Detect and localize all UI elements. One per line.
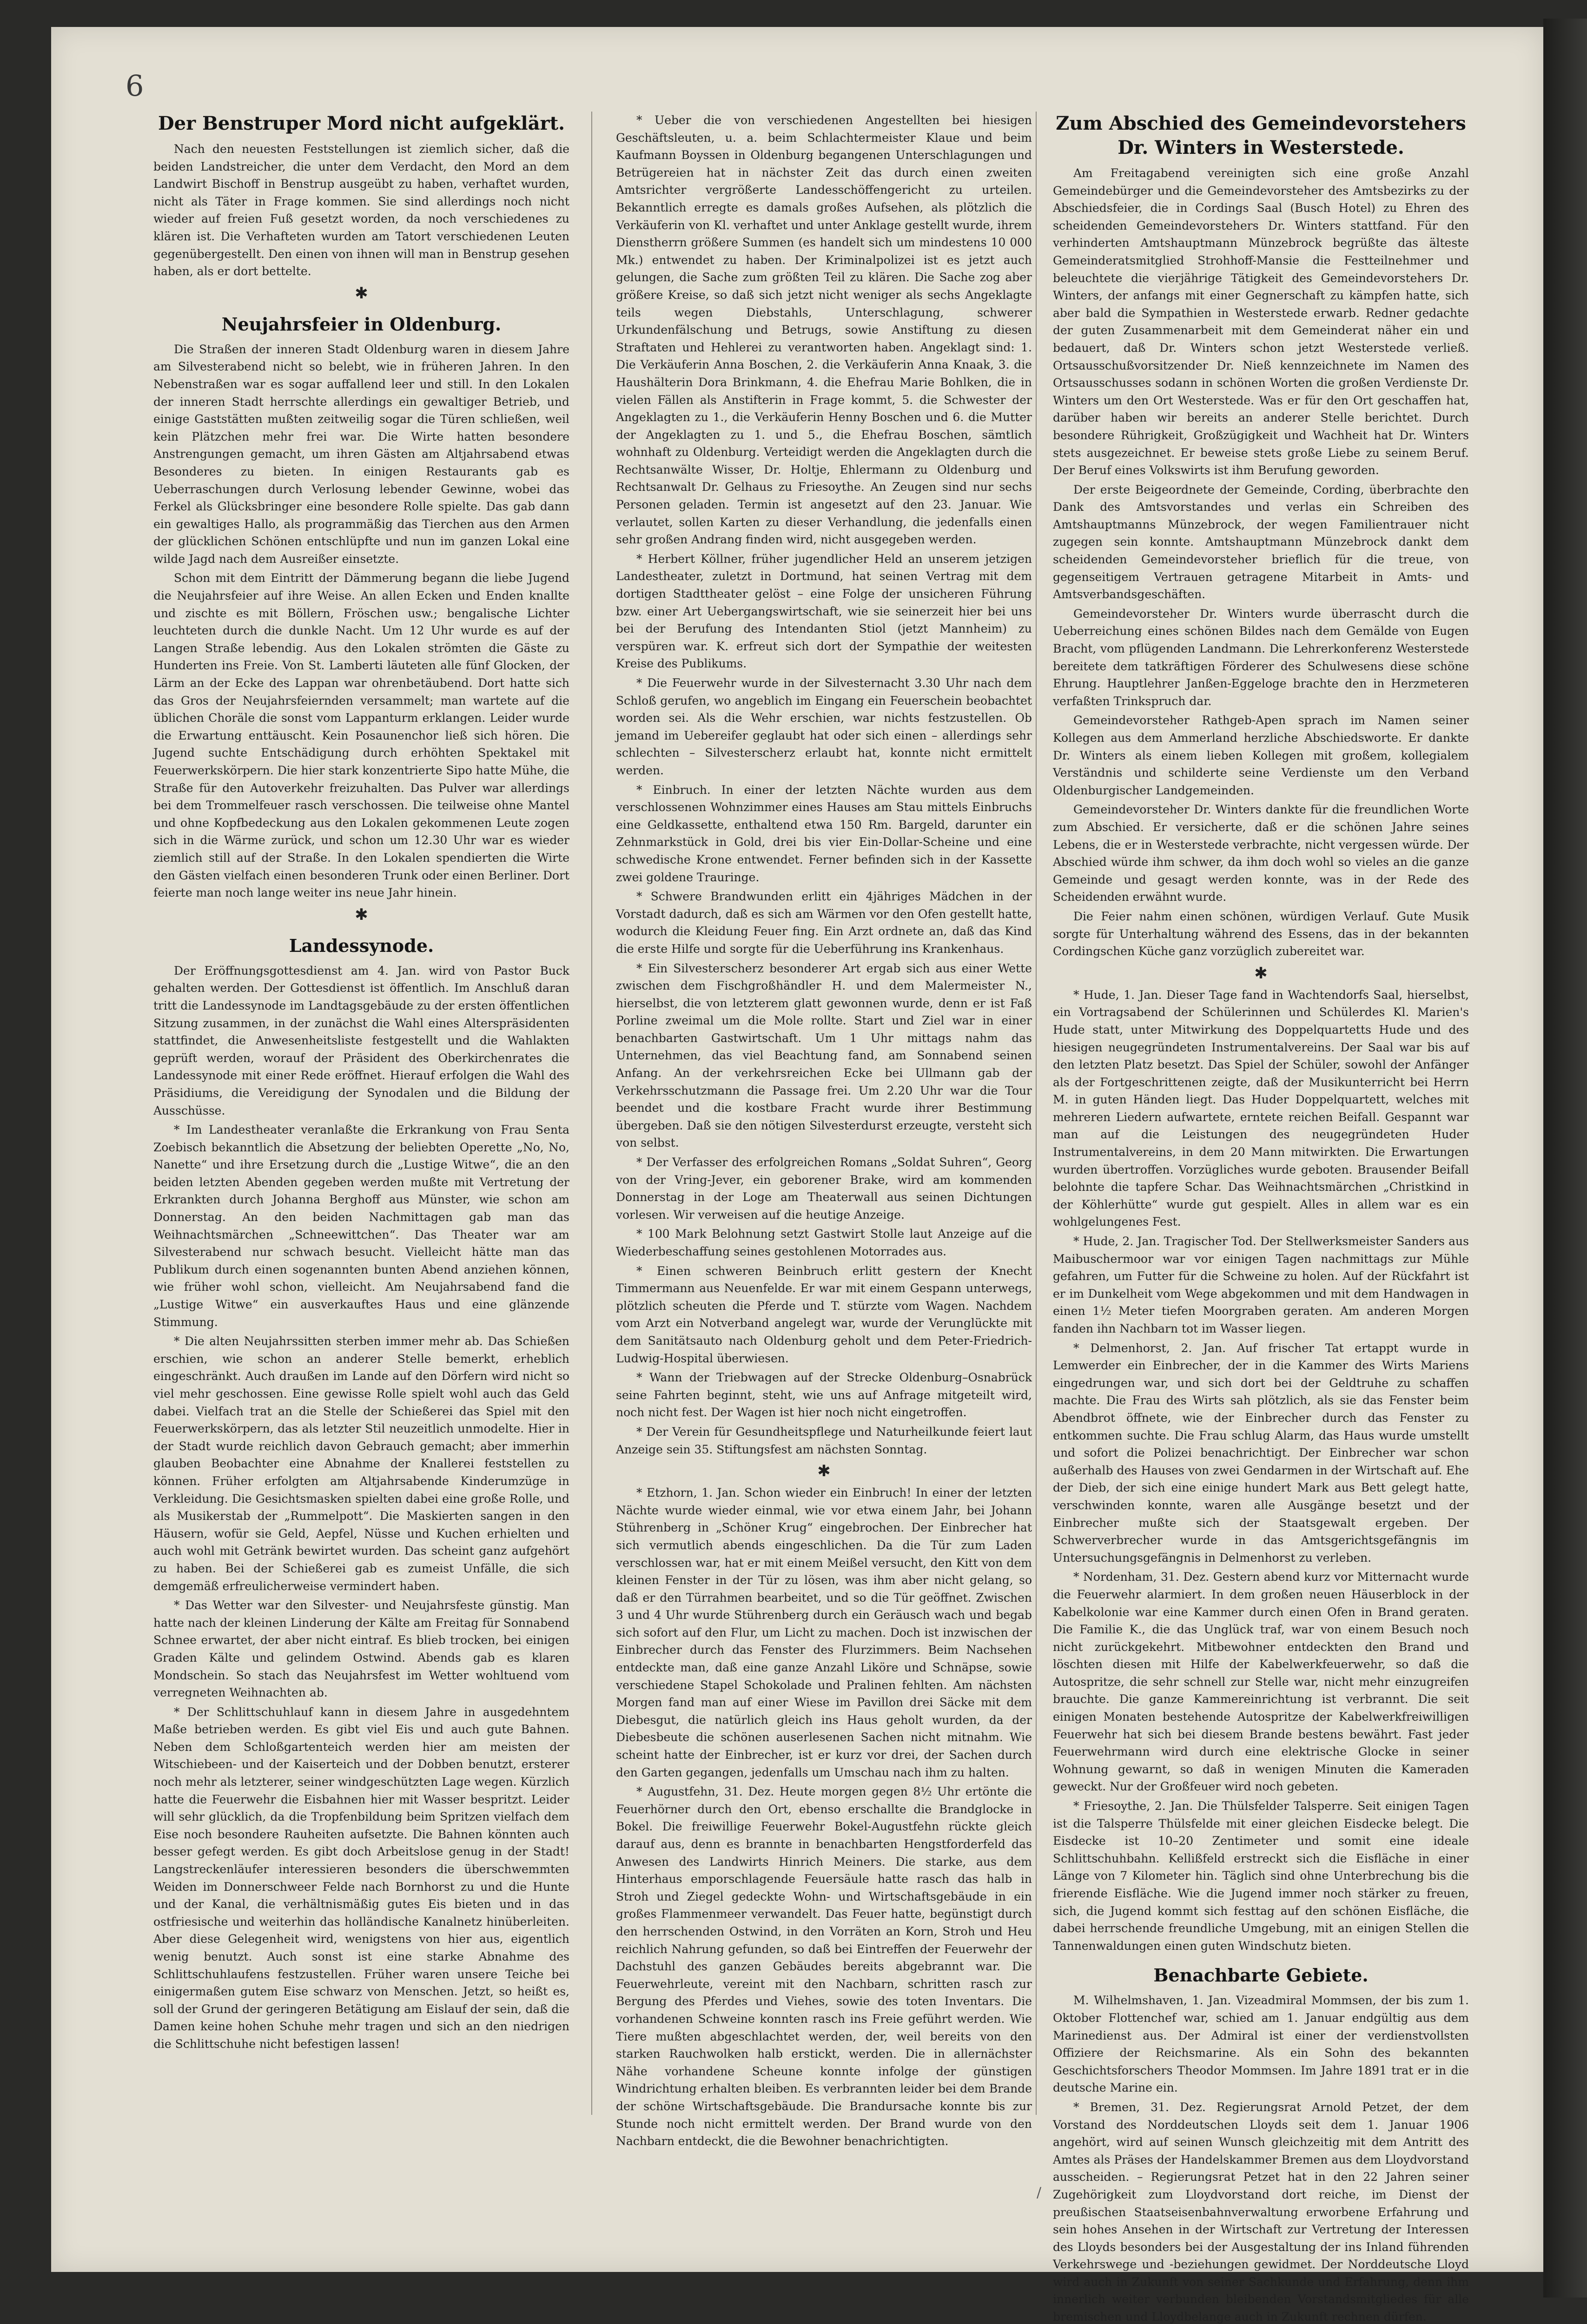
article-paragraph: Die Straßen der inneren Stadt Oldenburg waren in diesem Jahre am Silvesterabend nicht so belebt, wie in früheren Jahren. In den Nebenstraßen war es sogar auffallend leer und still. In den Lokalen der inneren Stadt herrschte allerdings ein gewaltiger Betrieb, und einige Gaststätten mußten zeitweilig sogar die Türen schließen, weil kein Plätzchen mehr frei war. Die Wirte hatten besondere Anstrengungen gemacht, um ihren Gästen am Altjahrsabend etwas Besonderes zu bieten. In einigen Restaurants gab es Ueberraschungen durch Verlosung lebender Gewinne, wobei das Ferkel als Glücksbringer eine besondere Rolle spielte. Das gab dann ein gewaltiges Hallo, als programmäßig das Tierchen aus den Armen der glücklichen Schönen entschlüpfte und nun im ganzen Lokal eine wilde Jagd nach dem Ausreißer einsetzte. — [153, 342, 569, 566]
article-paragraph: * Ein Silvesterscherz besonderer Art ergab sich aus einer Wette zwischen dem Fischgroßhändler H. und dem Malermeister N., hierselbst, die von letzterem glatt gewonnen wurde, denn er ist Faß Porline zweimal um die Mole rollte. Start und Ziel war in einer benachbarten Gastwirtschaft. Um 1 Uhr mittags nahm das Unternehmen, das viel Beachtung fand, am Sonnabend seinen Anfang. An der verkehrsreichen Ecke bei Ullmann gab der Verkehrsschutzmann die Passage frei. Um 2.20 Uhr war die Tour beendet und die kostbare Fracht wurde ihrer Bestimmung übergeben. Daß sie den nötigen Silvesterdurst erzeugte, versteht sich von selbst. — [616, 961, 1032, 1150]
article-paragraph: * Hude, 2. Jan. Tragischer Tod. Der Stellwerksmeister Sanders aus Maibuschermoor war vor einigen Tagen nachmittags zur Mühle gefahren, um Futter für die Schweine zu holen. Auf der Rückfahrt ist er im Dunkelheit vom Wege abgekommen und mit dem Handwagen in einen 1½ Meter tiefen Moorgraben geraten. Am anderen Morgen fanden ihn Nachbarn tot im Wasser liegen. — [1053, 1235, 1469, 1335]
article-paragraph: * 100 Mark Belohnung setzt Gastwirt Stolle laut Anzeige auf die Wiederbeschaffung seines gestohlenen Motorrades aus. — [616, 1227, 1032, 1258]
column-2 — [616, 112, 1032, 2148]
article-paragraph: * Friesoythe, 2. Jan. Die Thülsfelder Talsperre. Seit einigen Tagen ist die Talsperre Thülsfelde mit einer gleichen Eisdecke belegt. Die Eisdecke ist 10–20 Zentimeter und somit eine ideale Schlittschuhbahn. Kellißfeld erstreckt sich die Eisfläche in einer Länge von 7 Kilometer hin. Täglich sind ohne Unterbrechung bis die frierende Eisfläche. Wie die Jugend immer noch stärker zu freuen, sich, die Jugend kommt sich festtag auf den schönen Eisfläche, die dabei herrschende freundliche Umgebung, mit an einigen Stellen die Tannenwaldungen einen guten Windschutz bieten. — [1053, 1799, 1469, 1953]
page-number: 6 — [126, 69, 144, 103]
article-paragraph: Der erste Beigeordnete der Gemeinde, Cording, überbrachte den Dank des Amtsvorstandes und verlas ein Schreiben des Amtshauptmanns Münzebrock, der wegen Familientrauer nicht zugegen sein konnte. Amtshauptmann Münzebrock dankt dem scheidenden Gemeindevorsteher brieflich für die treue, von gegenseitigem Vertrauen getragene Mitarbeit in Amts- und Amtsverbandsgeschäften. — [1053, 482, 1469, 601]
article-paragraph: Die Feier nahm einen schönen, würdigen Verlauf. Gute Musik sorgte für Unterhaltung während des Essens, das in der bekannten Cordingschen Küche ganz vorzüglich zubereitet war. — [1053, 909, 1469, 958]
article-paragraph: * Hude, 1. Jan. Dieser Tage fand in Wachtendorfs Saal, hierselbst, ein Vortragsabend der Schülerinnen und Schülerdes Kl. Marien's Hude statt, unter Mitwirkung des Doppelquartetts Hude und des hiesigen neugegründeten Instrumentalvereins. Der Saal war bis auf den letzten Platz besetzt. Das Spiel der Schüler, sowohl der Anfänger als der Fortgeschrittenen zeigte, daß der Musikunterricht bei Herrn M. in guten Händen liegt. Das Huder Doppelquartett, welches mit mehreren Liedern aufwartete, erntete reichen Beifall. Gespannt war man auf die Leistungen des neugegründeten Huder Instrumentalvereins, in dem 20 Mann mitwirkten. Die Erwartungen wurden übertroffen. Vorzügliches wurde geboten. Brausender Beifall belohnte die tapfere Schar. Das Weihnachtsmärchen „Christkind in der Köhlerhütte“ wurde gut gespielt. Alles in allem war es ein wohlgelungenes Fest. — [1053, 988, 1469, 1229]
article-paragraph: * Ueber die von verschiedenen Angestellten bei hiesigen Geschäftsleuten, u. a. beim Schlachtermeister Klaue und beim Kaufmann Boyssen in Oldenburg begangenen Unterschlagungen und Betrügereien hat in nächster Zeit das durch einen zweiten Amtsrichter vergrößerte Landesschöffengericht zu urteilen. Bekanntlich erregte es damals großes Aufsehen, als plötzlich die Verkäuferin von Kl. verhaftet und unter Anklage gestellt wurde, ihrem Dienstherrn größere Summen (es handelt sich um mindestens 10 000 Mk.) entwendet zu haben. Der Kriminalpolizei ist es jetzt auch gelungen, die Sache zum größten Teil zu klären. Die Sache zog aber größere Kreise, so daß sich jetzt nicht weniger als sechs Angeklagte teils wegen Diebstahls, Unterschlagung, schwerer Urkundenfälschung und Betrugs, sowie Anstiftung zu diesen Straftaten und Hehlerei zu verantworten haben. Angeklagt sind: 1. Die Verkäuferin Anna Boschen, 2. die Verkäuferin Anna Knaak, 3. die Haushälterin Dora Brinkmann, 4. die Ehefrau Marie Bohlken, die in vielen Fällen als Anstifterin in Frage kommt, 5. die Schwester der Angeklagten zu 1., die Verkäuferin Henny Boschen und 6. die Mutter der Angeklagten zu 1. und 5., die Ehefrau Boschen, sämtlich wohnhaft zu Oldenburg. Verteidigt werden die Angeklagten durch die Rechtsanwälte Wisser, Dr. Holtje, Ehlermann zu Oldenburg und Rechtsanwalt Dr. Gelhaus zu Friesoythe. An Zeugen sind nur sechs Personen geladen. Termin ist angesetzt auf den 23. Januar. Wie verlautet, sollen Karten zu dieser Verhandlung, die jedenfalls einen sehr großen Andrang finden wird, nicht ausgegeben werden. — [616, 113, 1032, 547]
article-paragraph: * Delmenhorst, 2. Jan. Auf frischer Tat ertappt wurde in Lemwerder ein Einbrecher, der in die Kammer des Wirts Mariens eingedrungen war, und sich dort bei der Geldtruhe zu schaffen machte. Die Frau des Wirts sah plötzlich, als sie das Fenster beim Abendbrot öffnete, wie der Einbrecher durch das Fenster zu entkommen suchte. Die Frau schlug Alarm, das Haus wurde umstellt und sofort die Polizei benachrichtigt. Der Einbrecher war schon außerhalb des Hauses von zwei Gendarmen in der Wirtschaft auf. Ehe der Dieb, der sich eine einige hundert Mark aus Bett gelegt hatte, verschwinden konnte, waren alle Ausgänge besetzt und der Einbrecher mußte sich der Staatsgewalt ergeben. Der Schwerverbrecher wurde in das Amtsgerichtsgefängnis im Untersuchungsgefängnis in Delmenhorst zu verleben. — [1053, 1341, 1469, 1565]
article-paragraph: * Etzhorn, 1. Jan. Schon wieder ein Einbruch! In einer der letzten Nächte wurde wieder einmal, wie vor etwa einem Jahr, bei Johann Stührenberg in „Schöner Krug“ eingebrochen. Der Einbrecher hat sich vermutlich abends eingeschlichen. Da die Tür zum Laden verschlossen war, hat er mit einem Meißel versucht, den Kitt von dem kleinen Fenster in der Tür zu lösen, was ihm aber nicht gelang, so daß er den Türrahmen bearbeitet, und so die Tür geöffnet. Zwischen 3 und 4 Uhr wurde Stührenberg durch ein Geräusch wach und begab sich sofort auf den Flur, um Licht zu machen. Doch ist inzwischen der Einbrecher durch das Fenster des Flurzimmers. Beim Nachsehen entdeckte man, daß eine ganze Anzahl Liköre und Schnäpse, sowie verschiedene Stapel Schokolade und Pralinen fehlten. Am nächsten Morgen fand man auf einer Wiese im Pavillon drei Säcke mit dem Diebesgut, die natürlich gleich ins Haus geholt wurden, da der Diebesbeute die schönen auserlesenen Sachen nicht mitnahm. Wie scheint hatte der Einbrecher, ist er kurz vor drei, der Sachen durch den Garten gegangen, jedenfalls um Umschau nach ihm zu halten. — [616, 1486, 1032, 1779]
article-paragraph: * Der Schlittschuhlauf kann in diesem Jahre in ausgedehntem Maße betrieben werden. Es gibt viel Eis und auch gute Bahnen. Neben dem Schloßgartenteich werden hier am meisten der Witschiebeen- und der Kaiserteich und der Dobben benutzt, ersterer noch mehr als letzterer, seiner windgeschützten Lage wegen. Kürzlich hatte die Feuerwehr die Eisbahnen hier mit Wasser bespritzt. Leider will sehr glücklich, da die Tropfenbildung beim Spritzen vielfach dem Eise noch besondere Rauheiten aufsetzte. Die Bahnen könnten auch besser gefegt werden. Es gibt doch Arbeitslose genug in der Stadt! Langstreckenläufer interessieren besonders die überschwemmten Weiden im Donnerschweer Felde nach Bornhorst zu und die Hunte und der Kanal, die verhältnismäßig gutes Eis bieten und in das ostfriesische und weiterhin das holländische Kanalnetz hinüberleiten. Aber diese Gelegenheit wird, wenigstens von hier aus, eigentlich wenig benutzt. Auch sonst ist eine starke Abnahme des Schlittschuhlaufens festzustellen. Früher waren unsere Teiche bei einigermaßen gutem Eise schwarz von Menschen. Jetzt, so heißt es, soll der Grund der geringeren Betätigung am Eislauf der sein, daß die Damen keine hohen Schuhe mehr tragen und sich an den niedrigen die Schlittschuhe nicht befestigen lassen! — [153, 1705, 569, 2051]
article-paragraph: * Der Verein für Gesundheitspflege und Naturheilkunde feiert laut Anzeige sein 35. Stiftungsfest am nächsten Sonntag. — [616, 1425, 1032, 1456]
article-paragraph: Am Freitagabend vereinigten sich eine große Anzahl Gemeindebürger und die Gemeindevorsteher des Amtsbezirks zu der Abschiedsfeier, die in Cordings Saal (Busch Hotel) zu Ehren des scheidenden Gemeindevorstehers Dr. Winters stattfand. Für den verhinderten Amtshauptmann Münzebrock begrüßte das älteste Gemeinderatsmitglied Strohhoff-Mansie die Festteilnehmer und beleuchtete die vierjährige Tätigkeit des Gemeindevorstehers Dr. Winters, der anfangs mit einer Gegnerschaft zu kämpfen hatte, sich aber bald die Sympathien in Westerstede erwarb. Redner gedachte der guten Zusammenarbeit mit dem Gemeinderat näher ein und bedauert, daß Dr. Winters schon jetzt Westerstede verließ. Ortsausschußvorsitzender Dr. Nieß kennzeichnete im Namen des Ortsausschusses sodann in schönen Worten die großen Verdienste Dr. Winters um den Ort Westerstede. Was er für den Ort geschaffen hat, darüber haben wir bereits an anderer Stelle berichtet. Durch besondere Rührigkeit, Großzügigkeit und Wachheit hat Dr. Winters stets ausgezeichnet. Er beweise stets große Liebe zu seinem Beruf. Der Beruf eines Volkswirts ist ihm Berufung geworden. — [1053, 166, 1469, 477]
article-paragraph: Gemeindevorsteher Rathgeb-Apen sprach im Namen seiner Kollegen aus dem Ammerland herzliche Abschiedsworte. Er dankte Dr. Winters als einem lieben Kollegen mit großem, kollegialem Verständnis und schilderte seine Verdienste um den Verband Oldenburgischer Landgemeinden. — [1053, 713, 1469, 797]
article-headline: Landessynode. — [289, 935, 434, 956]
article-paragraph: * Einen schweren Beinbruch erlitt gestern der Knecht Timmermann aus Neuenfelde. Er war mit einem Gespann unterwegs, plötzlich scheuten die Pferde und T. stürzte vom Wagen. Nachdem vom Arzt ein Notverband angelegt war, wurde der Verunglückte mit dem Sanitätsauto nach Oldenburg geholt und dem Peter-Friedrich-Ludwig-Hospital überwiesen. — [616, 1264, 1032, 1365]
article-headline: Neujahrsfeier in Oldenburg. — [221, 313, 502, 335]
column-1 — [153, 112, 569, 2138]
column-3 — [1053, 112, 1469, 2324]
column-rule — [591, 112, 592, 2115]
separator-star: ✱ — [355, 905, 368, 924]
article-paragraph: * Das Wetter war den Silvester- und Neujahrsfeste günstig. Man hatte nach der kleinen Linderung der Kälte am Freitag für Sonnabend Schnee erwartet, der aber nicht eintraf. Es blieb trocken, bei einigen Graden Kälte und gelindem Ostwind. Abends gab es klaren Mondschein. So stach das Neujahrsfest im Wetter wohltuend vom verregneten Weihnachten ab. — [153, 1598, 569, 1700]
article-paragraph: M. Wilhelmshaven, 1. Jan. Vizeadmiral Mommsen, der bis zum 1. Oktober Flottenchef war, schied am 1. Januar endgültig aus dem Marinedienst aus. Der Admiral ist einer der verdienstvollsten Offiziere der Reichsmarine. Als ein Sohn des bekannten Geschichtsforschers Theodor Mommsen. Im Jahre 1891 trat er in die deutsche Marine ein. — [1053, 1994, 1469, 2095]
column-rule — [1036, 112, 1037, 2115]
page-edge-shadow — [1543, 19, 1587, 2298]
separator-star: ✱ — [817, 1462, 831, 1481]
article-paragraph: * Die Feuerwehr wurde in der Silvesternacht 3.30 Uhr nach dem Schloß gerufen, wo angeblich im Eingang ein Feuerschein beobachtet worden sei. Als die Wehr erschien, war nichts festzustellen. Ob jemand im Uebereifer geglaubt hat oder sich einen – allerdings sehr schlechten – Silvesterscherz erlaubt hat, konnte nicht ermittelt werden. — [616, 676, 1032, 777]
article-paragraph: Gemeindevorsteher Dr. Winters dankte für die freundlichen Worte zum Abschied. Er versicherte, daß er die schönen Jahre seines Lebens, die er in Westerstede verbrachte, nicht vergessen würde. Der Abschied würde ihm schwer, da ihm doch wohl so vieles an die ganze Gemeinde und gesagt werden konnte, was in der Rede des Scheidenden erwähnt wurde. — [1053, 803, 1469, 904]
article-headline: Zum Abschied des Gemeindevorstehers Dr. Winters in Westerstede. — [1056, 112, 1466, 158]
article-paragraph: * Die alten Neujahrssitten sterben immer mehr ab. Das Schießen erschien, wie schon an anderer Stelle bemerkt, erheblich eingeschränkt. Auch draußen im Lande auf den Dörfern wird nicht so viel mehr geschossen. Eine gewisse Rolle spielt wohl auch das Geld dabei. Vielfach trat an die Stelle der Schießerei das Spiel mit den Feuerwerkskörpern, das als letzter Stil neuzeitlich unmodelte. Hier in der Stadt wurde reichlich davon Gebrauch gemacht; aber immerhin glauben Beobachter eine Abnahme der Knallerei feststellen zu können. Früher erfolgten am Altjahrsabende Kinderumzüge in Verkleidung. Die Gesichtsmasken spielten dabei eine große Rolle, und als Musikerstab der „Rummelpott“. Die Maskierten sangen in den Häusern, wofür sie Geld, Aepfel, Nüsse und Kuchen erhielten und auch wohl mit Getränk bewirtet wurden. Das scheint ganz aufgehört zu haben. Bei der Schießerei gab es zumeist Unfälle, die sich demgemäß erfreulicherweise vermindert haben. — [153, 1334, 569, 1593]
article-paragraph: * Einbruch. In einer der letzten Nächte wurden aus dem verschlossenen Wohnzimmer eines Hauses am Stau mittels Einbruchs eine Geldkassette, enthaltend etwa 150 Rm. Bargeld, darunter ein Zehnmarkstück in Gold, drei bis vier Ein-Dollar-Scheine und eine schwedische Krone entwendet. Ferner befinden sich in der Kassette zwei goldene Trauringe. — [616, 783, 1032, 884]
article-paragraph: * Bremen, 31. Dez. Regierungsrat Arnold Petzet, der dem Vorstand des Norddeutschen Lloyds seit dem 1. Januar 1906 angehört, wird auf seinen Wunsch gleichzeitig mit dem Antritt des Amtes als Präses der Handelskammer Bremen aus dem Lloydvorstand ausscheiden. – Regierungsrat Petzet hat in den 22 Jahren seiner Zugehörigkeit zum Lloydvorstand dort reiche, im Dienst der preußischen Staatseisenbahnverwaltung erworbene Erfahrung und sein hohes Ansehen in der Wirtschaft zur Vertretung der Interessen des Lloyds besonders bei der Ausgestaltung der ins Inland führenden Verkehrswege und -beziehungen gewidmet. Der Norddeutsche Lloyd wird auch in Zukunft von seiner Sachkunde und Erfahrung, denn ihm innerlich weiter verbunden bleibenden Vorstandsmitgliedes für alle bremischen und Lloydbelange auch in Zukunft rechnen dürfen. — [1053, 2100, 1469, 2324]
article-paragraph: Schon mit dem Eintritt der Dämmerung begann die liebe Jugend die Neujahrsfeier auf ihre Weise. An allen Ecken und Enden knallte und zischte es mit Böllern, Fröschen usw.; bengalische Lichter leuchteten durch die dunkle Nacht. Um 12 Uhr wurde es auf der Langen Straße lebendig. Aus den Lokalen strömten die Gäste zu Hunderten ins Freie. Von St. Lamberti läuteten alle fünf Glocken, der Lärm an der Ecke des Lappan war ohrenbetäubend. Dort hatte sich das Gros der Neujahrsfeiernden versammelt; man wartete auf die üblichen Choräle die sonst vom Lappanturm erklangen. Leider wurde die Erwartung enttäuscht. Kein Posaunenchor ließ sich hören. Die Jugend suchte Entschädigung durch erhöhten Spektakel mit Feuerwerkskörpern. Die hier stark konzentrierte Sipo hatte Mühe, die Straße für den Autoverkehr freizuhalten. Das Pulver war allerdings bei dem Trommelfeuer rasch verschossen. Die teilweise ohne Mantel und ohne Kopfbedeckung aus den Lokalen gekommenen Leute zogen sich in die Wärme zurück, und schon um 12.30 Uhr war es wieder ziemlich still auf der Straße. In den Lokalen spendierten die Wirte den Gästen vielfach einen besonderen Trunk oder einen Berliner. Dort feierte man noch lange weiter ins neue Jahr hinein. — [153, 571, 569, 900]
article-paragraph: Nach den neuesten Feststellungen ist ziemlich sicher, daß die beiden Landstreicher, die unter dem Verdacht, den Mord an dem Landwirt Bischoff in Benstrup ausgeübt zu haben, verhaftet wurden, nicht als Täter in Frage kommen. Sie sind allerdings noch nicht wieder auf freien Fuß gesetzt worden, da noch verschiedenes zu klären ist. Die Verhafteten wurden am Tatort verschiedenen Leuten gegenübergestellt. Den einen von ihnen will man in Benstrup gesehen haben, als er dort bettelte. — [153, 142, 569, 278]
article-paragraph: * Herbert Köllner, früher jugendlicher Held an unserem jetzigen Landestheater, zuletzt in Dortmund, hat seinen Vertrag mit dem dortigen Stadttheater gelöst – eine Folge der unsicheren Führung bzw. einer Art Uebergangswirtschaft, wie sie seinerzeit hier bei uns bei der Berufung des Intendanten Stiol (jetzt Mannheim) zu verspüren war. K. erfreut sich dort der Sympathie der weitesten Kreise des Publikums. — [616, 552, 1032, 671]
page-mark: / — [1037, 2185, 1042, 2201]
article-paragraph: Der Eröffnungsgottesdienst am 4. Jan. wird von Pastor Buck gehalten werden. Der Gottesdienst ist öffentlich. Im Anschluß daran tritt die Landessynode im Landtagsgebäude zu der ersten öffentlichen Sitzung zusammen, in der zunächst die Wahl eines Alterspräsidenten stattfindet, die Anwesenheitsliste festgestellt und die Wahlakten geprüft werden, worauf der Präsident des Oberkirchenrates die Landessynode mit einer Rede eröffnet. Hierauf erfolgen die Wahl des Präsidiums, die Vereidigung der Synodalen und die Bildung der Ausschüsse. — [153, 964, 569, 1117]
separator-star: ✱ — [355, 284, 368, 303]
article-paragraph: * Augustfehn, 31. Dez. Heute morgen gegen 8½ Uhr ertönte die Feuerhörner durch den Ort, ebenso erschallte die Brandglocke in Bokel. Die freiwillige Feuerwehr Bokel-Augustfehn rückte gleich darauf aus, denn es brannte in benachbarten Hengstforderfeld das Anwesen des Landwirts Hinrich Meiners. Die starke, aus dem Hinterhaus emporschlagende Feuersäule hatte rasch das halb in Stroh und Ziegel gedeckte Wohn- und Wirtschaftsgebäude in ein großes Flammenmeer verwandelt. Das Feuer hatte, begünstigt durch den herrschenden Ostwind, in den Vorräten an Korn, Stroh und Heu reichlich Nahrung gefunden, so daß bei Eintreffen der Feuerwehr der Dachstuhl des ganzen Gebäudes bereits abgebrannt war. Die Feuerwehrleute, vereint mit den Nachbarn, schritten rasch zur Bergung des Pferdes und Viehes, sowie des toten Inventars. Die vorhandenen Schweine konnten rasch ins Freie geführt werden. Wie Tiere mußten abgeschlachtet werden, der, weil bereits von den starken Rauchwolken halb erstickt, werden. Die in allernächster Nähe vorhandene Scheune konnte infolge der günstigen Windrichtung erhalten bleiben. Es verbrannten leider bei dem Brande der schöne Wirtschaftsgebäude. Die Brandursache konnte bis zur Stunde noch nicht ermittelt werden. Der Brand wurde von den Nachbarn entdeckt, die die Bewohner benachrichtigten. — [616, 1785, 1032, 2148]
article-paragraph: * Wann der Triebwagen auf der Strecke Oldenburg–Osnabrück seine Fahrten beginnt, steht, wie uns auf Anfrage mitgeteilt wird, noch nicht fest. Der Wagen ist hier noch nicht eingetroffen. — [616, 1371, 1032, 1419]
article-headline: Der Benstruper Mord nicht aufgeklärt. — [158, 112, 565, 134]
article-paragraph: Gemeindevorsteher Dr. Winters wurde überrascht durch die Ueberreichung eines schönen Bildes nach dem Gemälde von Eugen Bracht, vom pflügenden Landmann. Die Lehrerkonferenz Westerstede bereitete dem tatkräftigen Förderer des Schulwesens diese schöne Ehrung. Hauptlehrer Janßen-Eggeloge brachte den in Herzmeteren verfaßten Trinkspruch dar. — [1053, 607, 1469, 708]
article-paragraph: * Nordenham, 31. Dez. Gestern abend kurz vor Mitternacht wurde die Feuerwehr alarmiert. In dem großen neuen Häuserblock in der Kabelkolonie war eine Kammer durch einen Ofen in Brand geraten. Die Familie K., die das Unglück traf, war von einem Besuch noch nicht zurückgekehrt. Mitbewohner entdeckten den Brand und löschten diesen mit Hilfe der Kabelwerkfeuerwehr, so daß die Autospritze, die sehr schnell zur Stelle war, nicht mehr einzugreifen brauchte. Die ganze Kammereinrichtung ist verbrannt. Die seit einigen Monaten bestehende Autospritze der Kabelwerkfreiwilligen Feuerwehr hat sich bei diesem Brande bestens bewährt. Fast jeder Feuerwehrmann wird durch eine elektrische Glocke in seiner Wohnung gewarnt, so daß in wenigen Minuten die Kameraden geweckt. Nur der Großfeuer wird noch gebeten. — [1053, 1570, 1469, 1794]
separator-star: ✱ — [1254, 964, 1268, 983]
article-paragraph: * Schwere Brandwunden erlitt ein 4jähriges Mädchen in der Vorstadt dadurch, daß es sich am Wärmen vor den Ofen gestellt hatte, wodurch die Kleidung Feuer fing. Ein Arzt ordnete an, daß das Kind die erste Hilfe und sorgte für die Ueberführung ins Krankenhaus. — [616, 890, 1032, 956]
article-paragraph: * Im Landestheater veranlaßte die Erkrankung von Frau Senta Zoebisch bekanntlich die Absetzung der beliebten Operette „No, No, Nanette“ und ihre Ersetzung durch die „Lustige Witwe“, die an den beiden letzten Abenden gegeben werden mußte mit Vertretung der Erkrankten durch Johanna Berghoff aus Münster, wie schon am Donnerstag. An den beiden Nachmittagen gab man das Weihnachtsmärchen „Schneewittchen“. Das Theater war am Silvesterabend nur schwach besucht. Vielleicht hätte man das Publikum durch einen sogenannten bunten Abend anziehen können, wie früher wohl schon, vielleicht. Am Neujahrsabend fand die „Lustige Witwe“ ein ausverkauftes Haus und eine glänzende Stimmung. — [153, 1123, 569, 1329]
section-headline: Benachbarte Gebiete. — [1153, 1965, 1369, 1986]
article-paragraph: * Der Verfasser des erfolgreichen Romans „Soldat Suhren“, Georg von der Vring-Jever, ein geborener Brake, wird am kommenden Donnerstag in der Loge am Theaterwall aus seinen Dichtungen vorlesen. Wir verweisen auf die heutige Anzeige. — [616, 1155, 1032, 1221]
